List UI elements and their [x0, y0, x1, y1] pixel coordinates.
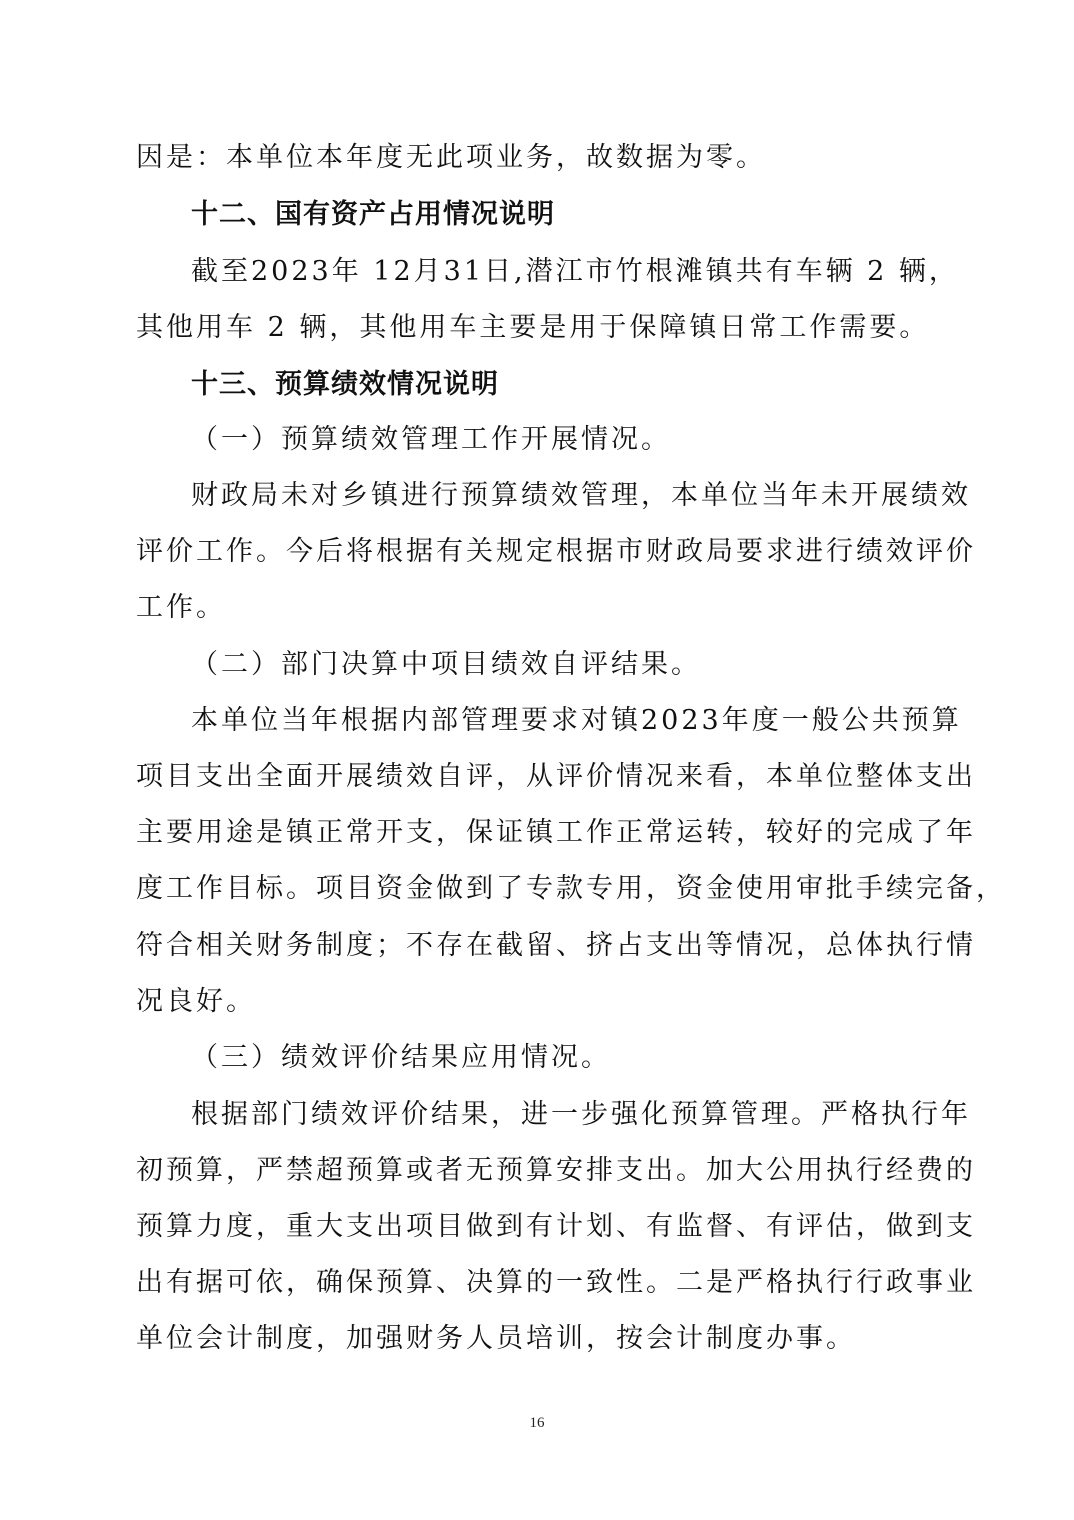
- paragraph-line: 工作。: [136, 592, 226, 623]
- paragraph-line: 本单位当年根据内部管理要求对镇2023年度一般公共预算: [191, 705, 962, 736]
- paragraph-line: 主要用途是镇正常开支，保证镇工作正常运转，较好的完成了年: [136, 817, 976, 848]
- paragraph-line: 其他用车 2 辆，其他用车主要是用于保障镇日常工作需要。: [136, 312, 930, 343]
- paragraph-line: 因是：本单位本年度无此项业务，故数据为零。: [136, 142, 766, 173]
- paragraph-line: 预算力度，重大支出项目做到有计划、有监督、有评估，做到支: [136, 1211, 976, 1242]
- paragraph-line: 初预算，严禁超预算或者无预算安排支出。加大公用执行经费的: [136, 1155, 976, 1186]
- page-number: 16: [529, 1415, 545, 1431]
- paragraph-line: 度工作目标。项目资金做到了专款专用，资金使用审批手续完备，: [136, 873, 1006, 904]
- section-heading-12: 十二、国有资产占用情况说明: [191, 199, 555, 230]
- paragraph-line: 财政局未对乡镇进行预算绩效管理，本单位当年未开展绩效: [191, 480, 971, 511]
- subsection-heading-1: （一）预算绩效管理工作开展情况。: [191, 424, 671, 455]
- subsection-heading-3: （三）绩效评价结果应用情况。: [191, 1042, 611, 1073]
- paragraph-line: 截至2023年 12月31日,潜江市竹根滩镇共有车辆 2 辆，: [191, 256, 959, 287]
- paragraph-line: 单位会计制度，加强财务人员培训，按会计制度办事。: [136, 1323, 856, 1354]
- paragraph-line: 项目支出全面开展绩效自评，从评价情况来看，本单位整体支出: [136, 761, 976, 792]
- paragraph-line: 况良好。: [136, 986, 256, 1017]
- paragraph-line: 评价工作。今后将根据有关规定根据市财政局要求进行绩效评价: [136, 536, 976, 567]
- paragraph-line: 符合相关财务制度；不存在截留、挤占支出等情况，总体执行情: [136, 930, 976, 961]
- paragraph-line: 根据部门绩效评价结果，进一步强化预算管理。严格执行年: [191, 1099, 971, 1130]
- section-heading-13: 十三、预算绩效情况说明: [191, 369, 499, 400]
- paragraph-line: 出有据可依，确保预算、决算的一致性。二是严格执行行政事业: [136, 1267, 976, 1298]
- subsection-heading-2: （二）部门决算中项目绩效自评结果。: [191, 649, 701, 680]
